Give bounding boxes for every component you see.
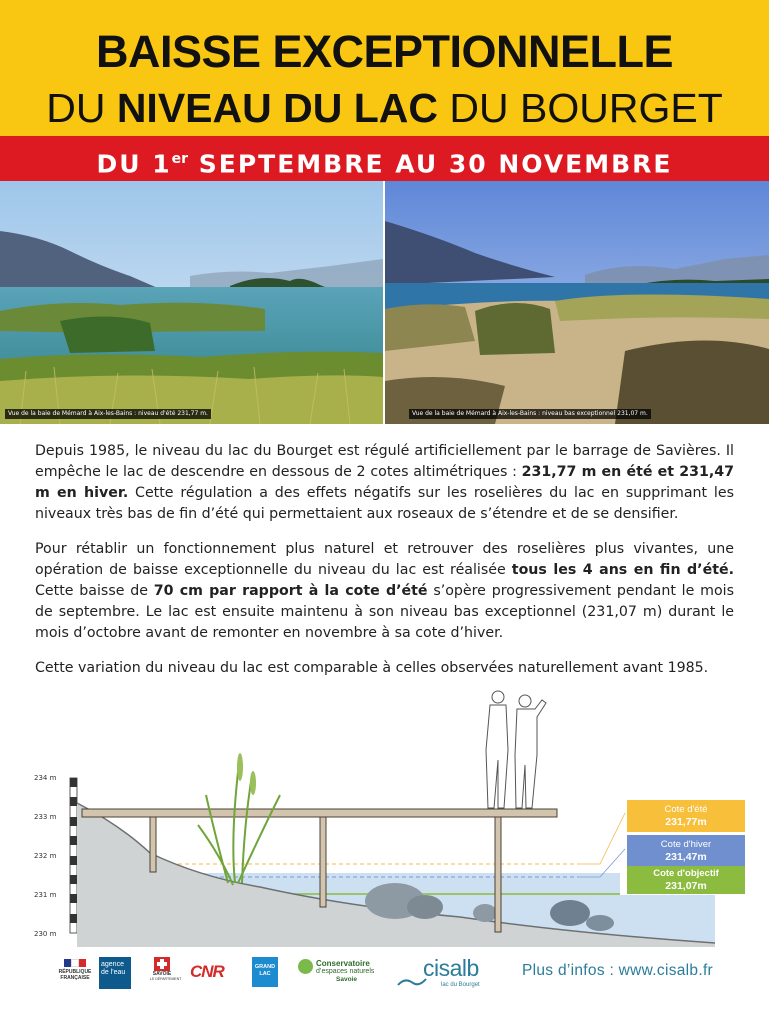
scale-232: 232 m bbox=[34, 852, 57, 860]
agence-eau-logo: agence de l'eau bbox=[99, 957, 131, 989]
cote-objectif-box bbox=[627, 866, 745, 894]
scale-230: 230 m bbox=[34, 930, 57, 938]
cote-objectif-label: Cote d'objectif bbox=[653, 868, 719, 879]
paragraph-3: Cette variation du niveau du lac est comparable à celles observées naturellement avant 1985. bbox=[35, 660, 709, 676]
title-line-2: DU NIVEAU DU LAC DU BOURGET bbox=[46, 85, 723, 131]
cote-ete-box bbox=[627, 800, 745, 832]
republique-francaise-logo: RÉPUBLIQUE FRANÇAISE bbox=[58, 959, 92, 981]
cisalb-logo: cisalb lac du Bourget bbox=[397, 955, 507, 995]
dates-text: DU 1er SEPTEMBRE AU 30 NOVEMBRE bbox=[96, 149, 673, 179]
cote-objectif-value: 231,07m bbox=[665, 880, 707, 892]
cote-hiver-box bbox=[627, 835, 745, 867]
paragraph-1: Depuis 1985, le niveau du lac du Bourget est régulé artificiellement par le barrage de Savières. Il empêche le lac de descendre en dessous de 2 cotes altimétriques : 231,77 m en été et 231,47 m en hiver. Cette régulation a des effets négatifs sur les roselières du lac en supprimant les niveaux très bas de fin d’été qui permettaient aux roseaux de s’étendre et de se densifier. bbox=[35, 443, 734, 522]
cote-hiver-value: 231,47m bbox=[665, 851, 707, 863]
title-line-1: BAISSE EXCEPTIONNELLE bbox=[95, 26, 674, 77]
lake-level-diagram bbox=[30, 685, 745, 955]
photo-low-caption: Vue de la baie de Mémard à Aix-les-Bains : niveau bas exceptionnel 231,07 m. bbox=[409, 409, 651, 419]
reeds bbox=[198, 753, 280, 885]
scale-234: 234 m bbox=[34, 774, 57, 782]
photo-low-level bbox=[385, 181, 769, 424]
title-banner bbox=[0, 0, 769, 136]
cnr-logo: CNR bbox=[190, 962, 224, 981]
partner-logos: RÉPUBLIQUE FRANÇAISE agence de l'eau SAVOIE LE DÉPARTEMENT CNR GRAND LAC Conservatoire d’espaces naturels Savoie cisalb lac du Bourget bbox=[0, 955, 769, 1015]
people-silhouettes bbox=[486, 691, 546, 808]
cote-ete-label: Cote d'été bbox=[664, 804, 708, 815]
scale-233: 233 m bbox=[34, 813, 57, 821]
body-text bbox=[35, 441, 734, 679]
photo-summer-caption: Vue de la baie de Mémard à Aix-les-Bains : niveau d'été 231,77 m. bbox=[5, 409, 211, 419]
more-info-link[interactable]: Plus d’infos : www.cisalb.fr bbox=[522, 962, 714, 979]
cote-ete-value: 231,77m bbox=[665, 816, 707, 828]
photo-summer-level bbox=[0, 181, 383, 424]
paragraph-2: Pour rétablir un fonctionnement plus naturel et retrouver des roselières plus vivantes, une opération de baisse exceptionnelle du niveau du lac est réalisée tous les 4 ans en fin d’été. Cette baisse de 70 cm par rapport à la cote d’été s’opère progressivement pendant le mois de septembre. Le lac est ensuite maintenu à son niveau bas exceptionnel (231,07 m) durant le mois d’octobre avant de remonter en novembre à sa cote d’hiver. bbox=[35, 541, 734, 641]
grand-lac-logo: GRAND LAC bbox=[252, 957, 278, 987]
cote-hiver-label: Cote d'hiver bbox=[660, 839, 712, 850]
savoie-logo: SAVOIE LE DÉPARTEMENT bbox=[150, 957, 174, 981]
altitude-scale bbox=[34, 774, 77, 938]
scale-231: 231 m bbox=[34, 891, 57, 899]
dates-banner bbox=[0, 136, 769, 181]
